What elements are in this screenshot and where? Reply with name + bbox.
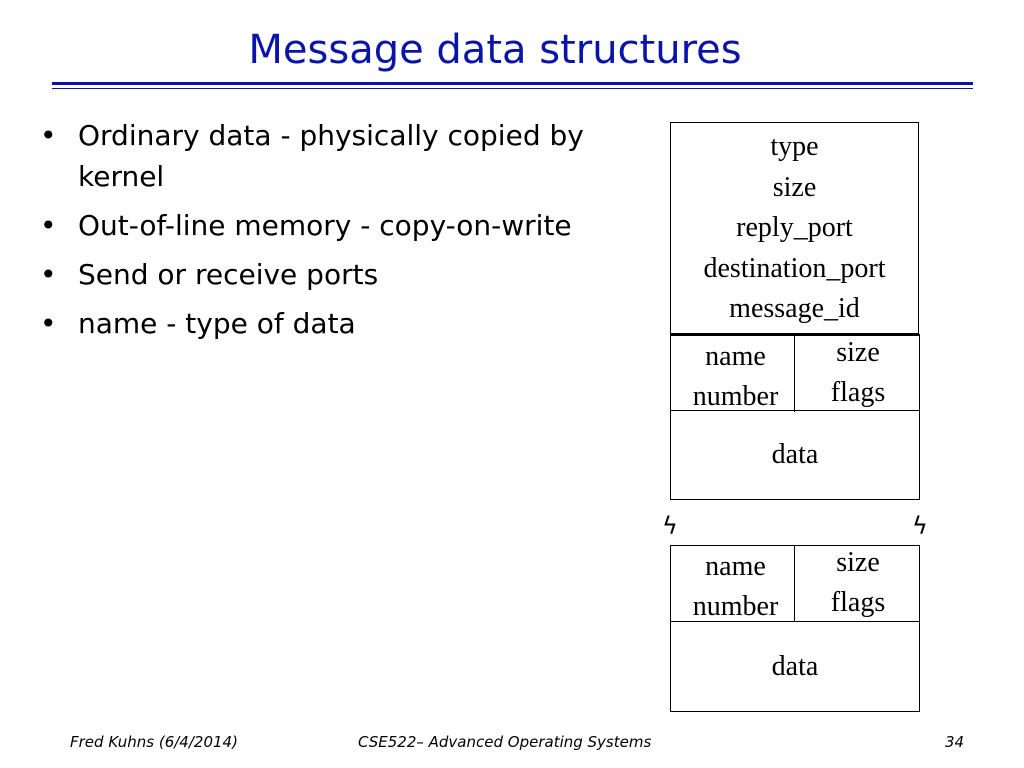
descriptor-number: number xyxy=(692,381,779,412)
bullet-item xyxy=(40,115,665,197)
data-label: data xyxy=(771,439,819,470)
footer-course: CSE522– Advanced Operating Systems xyxy=(358,733,652,751)
descriptor-left-edge xyxy=(670,336,671,412)
data-box xyxy=(670,410,920,500)
descriptor-row xyxy=(670,336,920,412)
footer-page-number: 34 xyxy=(945,733,965,751)
title-rule-thin xyxy=(52,88,973,89)
title-rule-thick xyxy=(52,82,973,85)
bullet-text: Out-of-line memory - copy-on-write xyxy=(78,209,572,242)
descriptor-size: size xyxy=(836,547,880,578)
descriptor-flags: flags xyxy=(830,587,886,618)
bullet-dot-icon: • xyxy=(40,307,57,340)
bullet-dot-icon: • xyxy=(40,209,57,242)
descriptor-right-cell xyxy=(800,333,916,413)
descriptor-right-edge xyxy=(919,546,920,622)
descriptor-left-edge xyxy=(670,546,671,622)
bullet-dot-icon: • xyxy=(40,258,57,291)
header-field: size xyxy=(772,171,817,203)
footer-author: Fred Kuhns (6/4/2014) xyxy=(70,733,238,751)
descriptor-name: name xyxy=(705,551,766,582)
bullet-text: name - type of data xyxy=(78,307,356,340)
descriptor-flags: flags xyxy=(830,377,886,408)
bullet-dot-icon: • xyxy=(40,119,57,152)
header-field: type xyxy=(770,131,819,162)
header-field: destination_port xyxy=(703,252,886,284)
header-field: reply_port xyxy=(736,212,853,244)
descriptor-divider xyxy=(794,336,795,412)
message-header-box xyxy=(670,122,919,334)
bullet-item xyxy=(40,303,665,344)
header-field: message_id xyxy=(729,293,860,325)
bullet-list xyxy=(40,115,665,352)
descriptor-size: size xyxy=(836,337,880,368)
data-label: data xyxy=(771,650,819,682)
descriptor-right-edge xyxy=(919,336,920,412)
break-symbol-icon: ϟ xyxy=(912,512,928,540)
data-box xyxy=(670,621,920,712)
bullet-text: Ordinary data - physically copied by kernel xyxy=(78,119,584,193)
bullet-text: Send or receive ports xyxy=(78,258,379,291)
break-symbol-icon: ϟ xyxy=(662,512,678,540)
descriptor-row xyxy=(670,546,920,622)
descriptor-right-cell xyxy=(800,543,916,623)
bullet-item xyxy=(40,205,665,246)
bullet-item xyxy=(40,254,665,295)
descriptor-name: name xyxy=(705,341,766,372)
descriptor-number: number xyxy=(692,591,779,622)
descriptor-left-cell xyxy=(678,337,793,417)
descriptor-left-cell xyxy=(678,547,793,627)
descriptor-divider xyxy=(794,546,795,622)
slide-title: Message data structures xyxy=(248,27,742,73)
